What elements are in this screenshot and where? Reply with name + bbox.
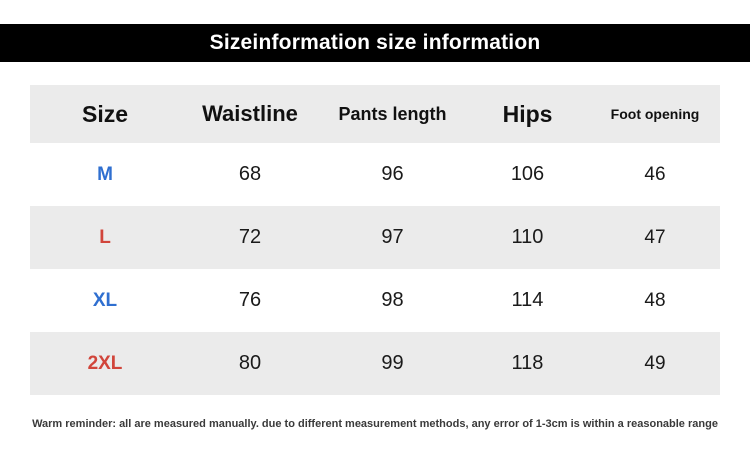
column-header-foot-opening: Foot opening xyxy=(610,106,700,122)
cell-foot-opening: 48 xyxy=(644,289,666,311)
table-row xyxy=(30,269,720,332)
cell-foot-opening: 46 xyxy=(644,163,666,185)
cell-size: L xyxy=(99,226,111,248)
cell-waistline: 68 xyxy=(238,163,262,185)
cell-foot-opening: 49 xyxy=(644,352,666,374)
cell-waistline: 72 xyxy=(238,226,262,248)
warm-reminder-note: Warm reminder: all are measured manually. due to different measurement methods, any error of 1-3cm is within a reasonable range xyxy=(32,418,718,430)
cell-hips: 106 xyxy=(510,163,545,185)
cell-hips: 114 xyxy=(511,289,544,311)
cell-size: XL xyxy=(92,289,118,311)
cell-pants-length: 96 xyxy=(381,163,404,185)
table-header-row xyxy=(30,85,720,143)
column-header-pants-length: Pants length xyxy=(338,103,447,124)
cell-pants-length: 98 xyxy=(381,289,404,311)
cell-foot-opening: 47 xyxy=(644,226,666,248)
column-header-hips: Hips xyxy=(502,100,553,127)
page-title: Sizeinformation size information xyxy=(209,31,541,54)
cell-hips: 118 xyxy=(511,352,544,374)
cell-waistline: 80 xyxy=(238,352,262,374)
size-table xyxy=(30,85,720,395)
table-row xyxy=(30,206,720,269)
column-header-size: Size xyxy=(81,100,129,127)
cell-size: 2XL xyxy=(87,352,123,374)
cell-size: M xyxy=(97,163,113,185)
table-row xyxy=(30,143,720,206)
cell-hips: 110 xyxy=(511,226,544,248)
table-row xyxy=(30,332,720,395)
title-bar xyxy=(0,24,750,62)
cell-waistline: 76 xyxy=(238,289,262,311)
cell-pants-length: 97 xyxy=(381,226,404,248)
column-header-waistline: Waistline xyxy=(202,101,298,126)
cell-pants-length: 99 xyxy=(381,352,404,374)
